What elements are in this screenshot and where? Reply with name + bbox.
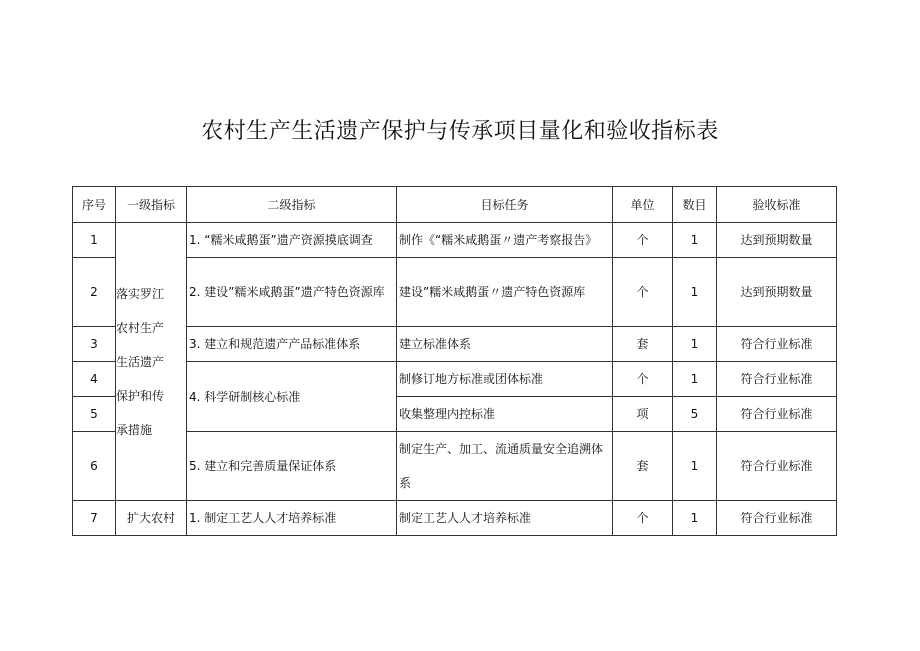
table-row: [73, 258, 837, 327]
col-header-standard: 验收标准: [717, 187, 837, 223]
target-task: 制修订地方标准或团体标准: [397, 362, 613, 397]
page-title: 农村生产生活遗产保护与传承项目量化和验收指标表: [201, 119, 719, 144]
row-no: 5: [73, 397, 116, 432]
acceptance-standard: 达到预期数量: [717, 223, 837, 258]
col-header-count: 数目: [673, 187, 717, 223]
row-no: 2: [73, 258, 116, 327]
unit: 个: [613, 258, 673, 327]
secondary-indicator: 2. 建设”糯米咸鹅蛋”遗产特色资源库: [187, 258, 397, 327]
acceptance-standard: 符合行业标准: [717, 501, 837, 536]
row-no: 4: [73, 362, 116, 397]
col-header-no: 序号: [73, 187, 116, 223]
col-header-task: 目标任务: [397, 187, 613, 223]
acceptance-standard: 符合行业标准: [717, 327, 837, 362]
primary-indicator-line: 农村生产: [116, 320, 165, 335]
count: 1: [673, 223, 717, 258]
secondary-indicator: 1. 制定工艺人人才培养标准: [187, 501, 397, 536]
row-no: 3: [73, 327, 116, 362]
unit: 个: [613, 223, 673, 258]
unit: 个: [613, 362, 673, 397]
table-row: [73, 501, 837, 536]
target-task: 建设”糯米咸鹅蛋〃遗产特色资源库: [397, 258, 613, 327]
table-row: [73, 432, 837, 501]
table-row: [73, 223, 837, 258]
primary-indicator-cell: [116, 223, 187, 501]
col-header-primary: 一级指标: [116, 187, 187, 223]
acceptance-standard: 达到预期数量: [717, 258, 837, 327]
secondary-indicator: 4. 科学研制核心标准: [187, 362, 397, 432]
acceptance-standard: 符合行业标准: [717, 362, 837, 397]
table-row: [73, 327, 837, 362]
secondary-indicator: 1. “糯米咸鹅蛋”遗产资源摸底调查: [187, 223, 397, 258]
unit: 个: [613, 501, 673, 536]
count: 5: [673, 397, 717, 432]
header-row: [73, 187, 837, 223]
indicator-table: [72, 186, 837, 536]
primary-indicator-line: 承措施: [116, 422, 153, 437]
col-header-unit: 单位: [613, 187, 673, 223]
acceptance-standard: 符合行业标准: [717, 397, 837, 432]
count: 1: [673, 501, 717, 536]
primary-indicator-line: 生活遗产: [116, 354, 165, 369]
primary-indicator-line: 保护和传: [116, 388, 165, 403]
unit: 项: [613, 397, 673, 432]
target-task: 制定生产、加工、流通质量安全追溯体系: [397, 432, 613, 501]
count: 1: [673, 362, 717, 397]
primary-indicator-line: 落实罗江: [116, 286, 165, 301]
row-no: 7: [73, 501, 116, 536]
target-task: 制作《“糯米咸鹅蛋〃遗产考察报告》: [397, 223, 613, 258]
row-no: 6: [73, 432, 116, 501]
acceptance-standard: 符合行业标准: [717, 432, 837, 501]
target-task: 建立标准体系: [397, 327, 613, 362]
col-header-secondary: 二级指标: [187, 187, 397, 223]
target-task: 制定工艺人人才培养标准: [397, 501, 613, 536]
unit: 套: [613, 432, 673, 501]
target-task: 收集整理内控标准: [397, 397, 613, 432]
count: 1: [673, 258, 717, 327]
primary-indicator-cell: 扩大农村: [116, 501, 187, 536]
unit: 套: [613, 327, 673, 362]
count: 1: [673, 432, 717, 501]
secondary-indicator: 3. 建立和规范遗产产品标准体系: [187, 327, 397, 362]
table-row: [73, 362, 837, 397]
row-no: 1: [73, 223, 116, 258]
count: 1: [673, 327, 717, 362]
secondary-indicator: 5. 建立和完善质量保证体系: [187, 432, 397, 501]
